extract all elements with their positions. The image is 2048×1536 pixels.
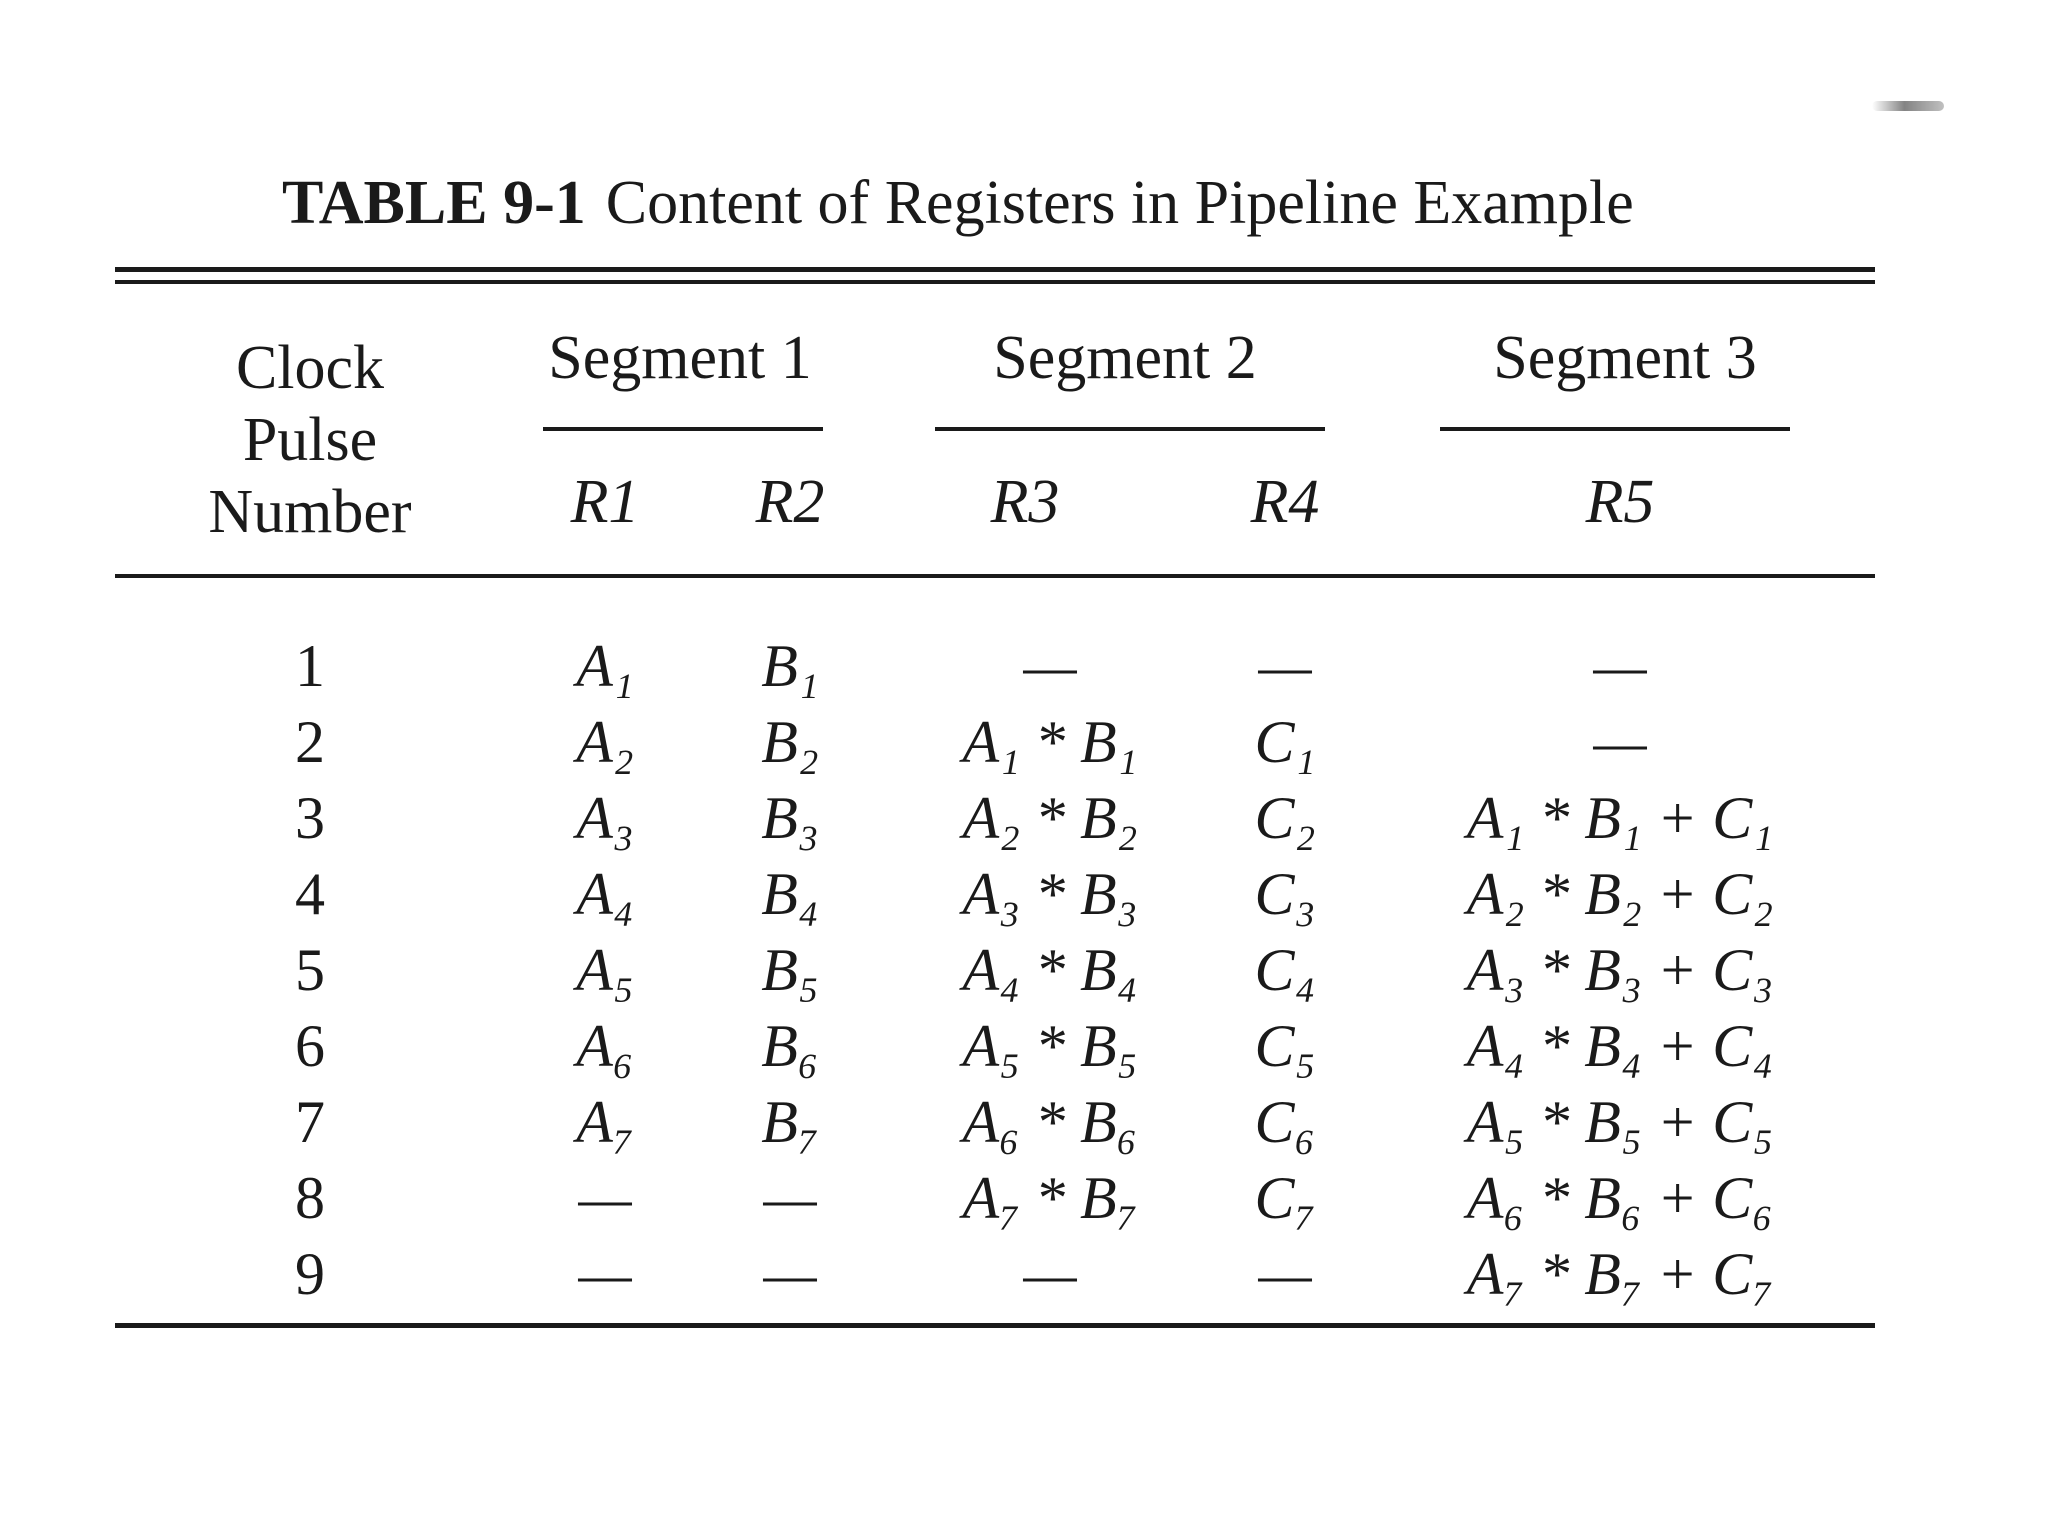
top-double-rule-upper [115, 267, 1875, 272]
clock-cell: 5 [295, 937, 325, 1003]
r2-cell: B₅ [761, 937, 819, 1003]
clock-cell: 3 [295, 785, 325, 851]
r5-cell: A₂ * B₂ + C₂ [1466, 861, 1774, 927]
r2-cell: B₃ [761, 785, 819, 851]
r5-cell: A₄ * B₄ + C₄ [1466, 1013, 1774, 1079]
r3-cell: A₅ * B₅ [962, 1013, 1138, 1079]
r3-header: R3 [990, 468, 1060, 536]
r5-header: R5 [1585, 468, 1655, 536]
r2-cell: — [763, 1165, 817, 1231]
clock-cell: 7 [295, 1089, 325, 1155]
clock-header-line-2: Pulse [242, 406, 378, 474]
r3-cell: A₆ * B₆ [962, 1089, 1138, 1155]
clock-cell: 9 [295, 1241, 325, 1307]
r4-cell: C₄ [1254, 937, 1316, 1003]
r4-header: R4 [1250, 468, 1320, 536]
r5-cell: A₆ * B₆ + C₆ [1466, 1165, 1774, 1231]
segment-2-header: Segment 2 [993, 324, 1257, 392]
r4-cell: C₃ [1254, 861, 1316, 927]
clock-pulse-header [150, 332, 470, 548]
table-caption [282, 168, 1634, 238]
r1-cell: A₅ [576, 937, 634, 1003]
r1-cell: A₆ [576, 1013, 634, 1079]
r2-header: R2 [755, 468, 825, 536]
bottom-rule [115, 1323, 1875, 1328]
r2-cell: B₁ [761, 633, 819, 699]
r4-cell: — [1258, 1241, 1312, 1307]
r5-cell: A₅ * B₅ + C₅ [1466, 1089, 1774, 1155]
header-rule [115, 574, 1875, 578]
table-title: Content of Registers in Pipeline Example [605, 169, 1634, 237]
clock-cell: 1 [295, 633, 325, 699]
r4-cell: C₂ [1254, 785, 1316, 851]
segment-3-rule [1440, 427, 1790, 431]
r1-cell: A₂ [576, 709, 634, 775]
clock-cell: 2 [295, 709, 325, 775]
r4-cell: C₆ [1254, 1089, 1316, 1155]
r4-cell: C₇ [1254, 1165, 1316, 1231]
r2-cell: B₂ [761, 709, 819, 775]
r4-cell: C₅ [1254, 1013, 1316, 1079]
clock-header-line-1: Clock [235, 334, 385, 402]
r1-cell: A₁ [576, 633, 634, 699]
scan-artifact-mark [1872, 101, 1944, 111]
r3-cell: A₃ * B₃ [962, 861, 1138, 927]
r1-cell: A₇ [576, 1089, 634, 1155]
r2-cell: — [763, 1241, 817, 1307]
r3-column [900, 628, 1200, 1312]
r1-cell: A₄ [576, 861, 634, 927]
r3-cell: A₇ * B₇ [962, 1165, 1138, 1231]
r3-cell: — [1023, 633, 1077, 699]
r1-header: R1 [570, 468, 640, 536]
r5-cell: A₇ * B₇ + C₇ [1466, 1241, 1774, 1307]
r2-cell: B₇ [761, 1089, 819, 1155]
clock-cell: 4 [295, 861, 325, 927]
r2-cell: B₄ [761, 861, 819, 927]
r2-column [715, 628, 865, 1312]
r5-cell: A₃ * B₃ + C₃ [1466, 937, 1774, 1003]
r3-cell: A₁ * B₁ [962, 709, 1138, 775]
segment-1-rule [543, 427, 823, 431]
r1-column [530, 628, 680, 1312]
clock-cell: 8 [295, 1165, 325, 1231]
segment-2-rule [935, 427, 1325, 431]
r5-column [1410, 628, 1830, 1312]
r3-cell: A₄ * B₄ [962, 937, 1138, 1003]
r5-cell: — [1593, 633, 1647, 699]
r4-cell: C₁ [1254, 709, 1316, 775]
r4-cell: — [1258, 633, 1312, 699]
r3-cell: A₂ * B₂ [962, 785, 1138, 851]
r5-cell: A₁ * B₁ + C₁ [1466, 785, 1774, 851]
r3-cell: — [1023, 1241, 1077, 1307]
clock-header-line-3: Number [208, 478, 412, 546]
r2-cell: B₆ [761, 1013, 819, 1079]
r1-cell: A₃ [576, 785, 634, 851]
clock-column [240, 628, 380, 1312]
table-label: TABLE 9-1 [282, 169, 586, 237]
clock-cell: 6 [295, 1013, 325, 1079]
top-double-rule-lower [115, 280, 1875, 284]
r4-column [1210, 628, 1360, 1312]
r5-cell: — [1593, 709, 1647, 775]
r1-cell: — [578, 1165, 632, 1231]
segment-3-header: Segment 3 [1493, 324, 1757, 392]
r1-cell: — [578, 1241, 632, 1307]
segment-1-header: Segment 1 [548, 324, 812, 392]
